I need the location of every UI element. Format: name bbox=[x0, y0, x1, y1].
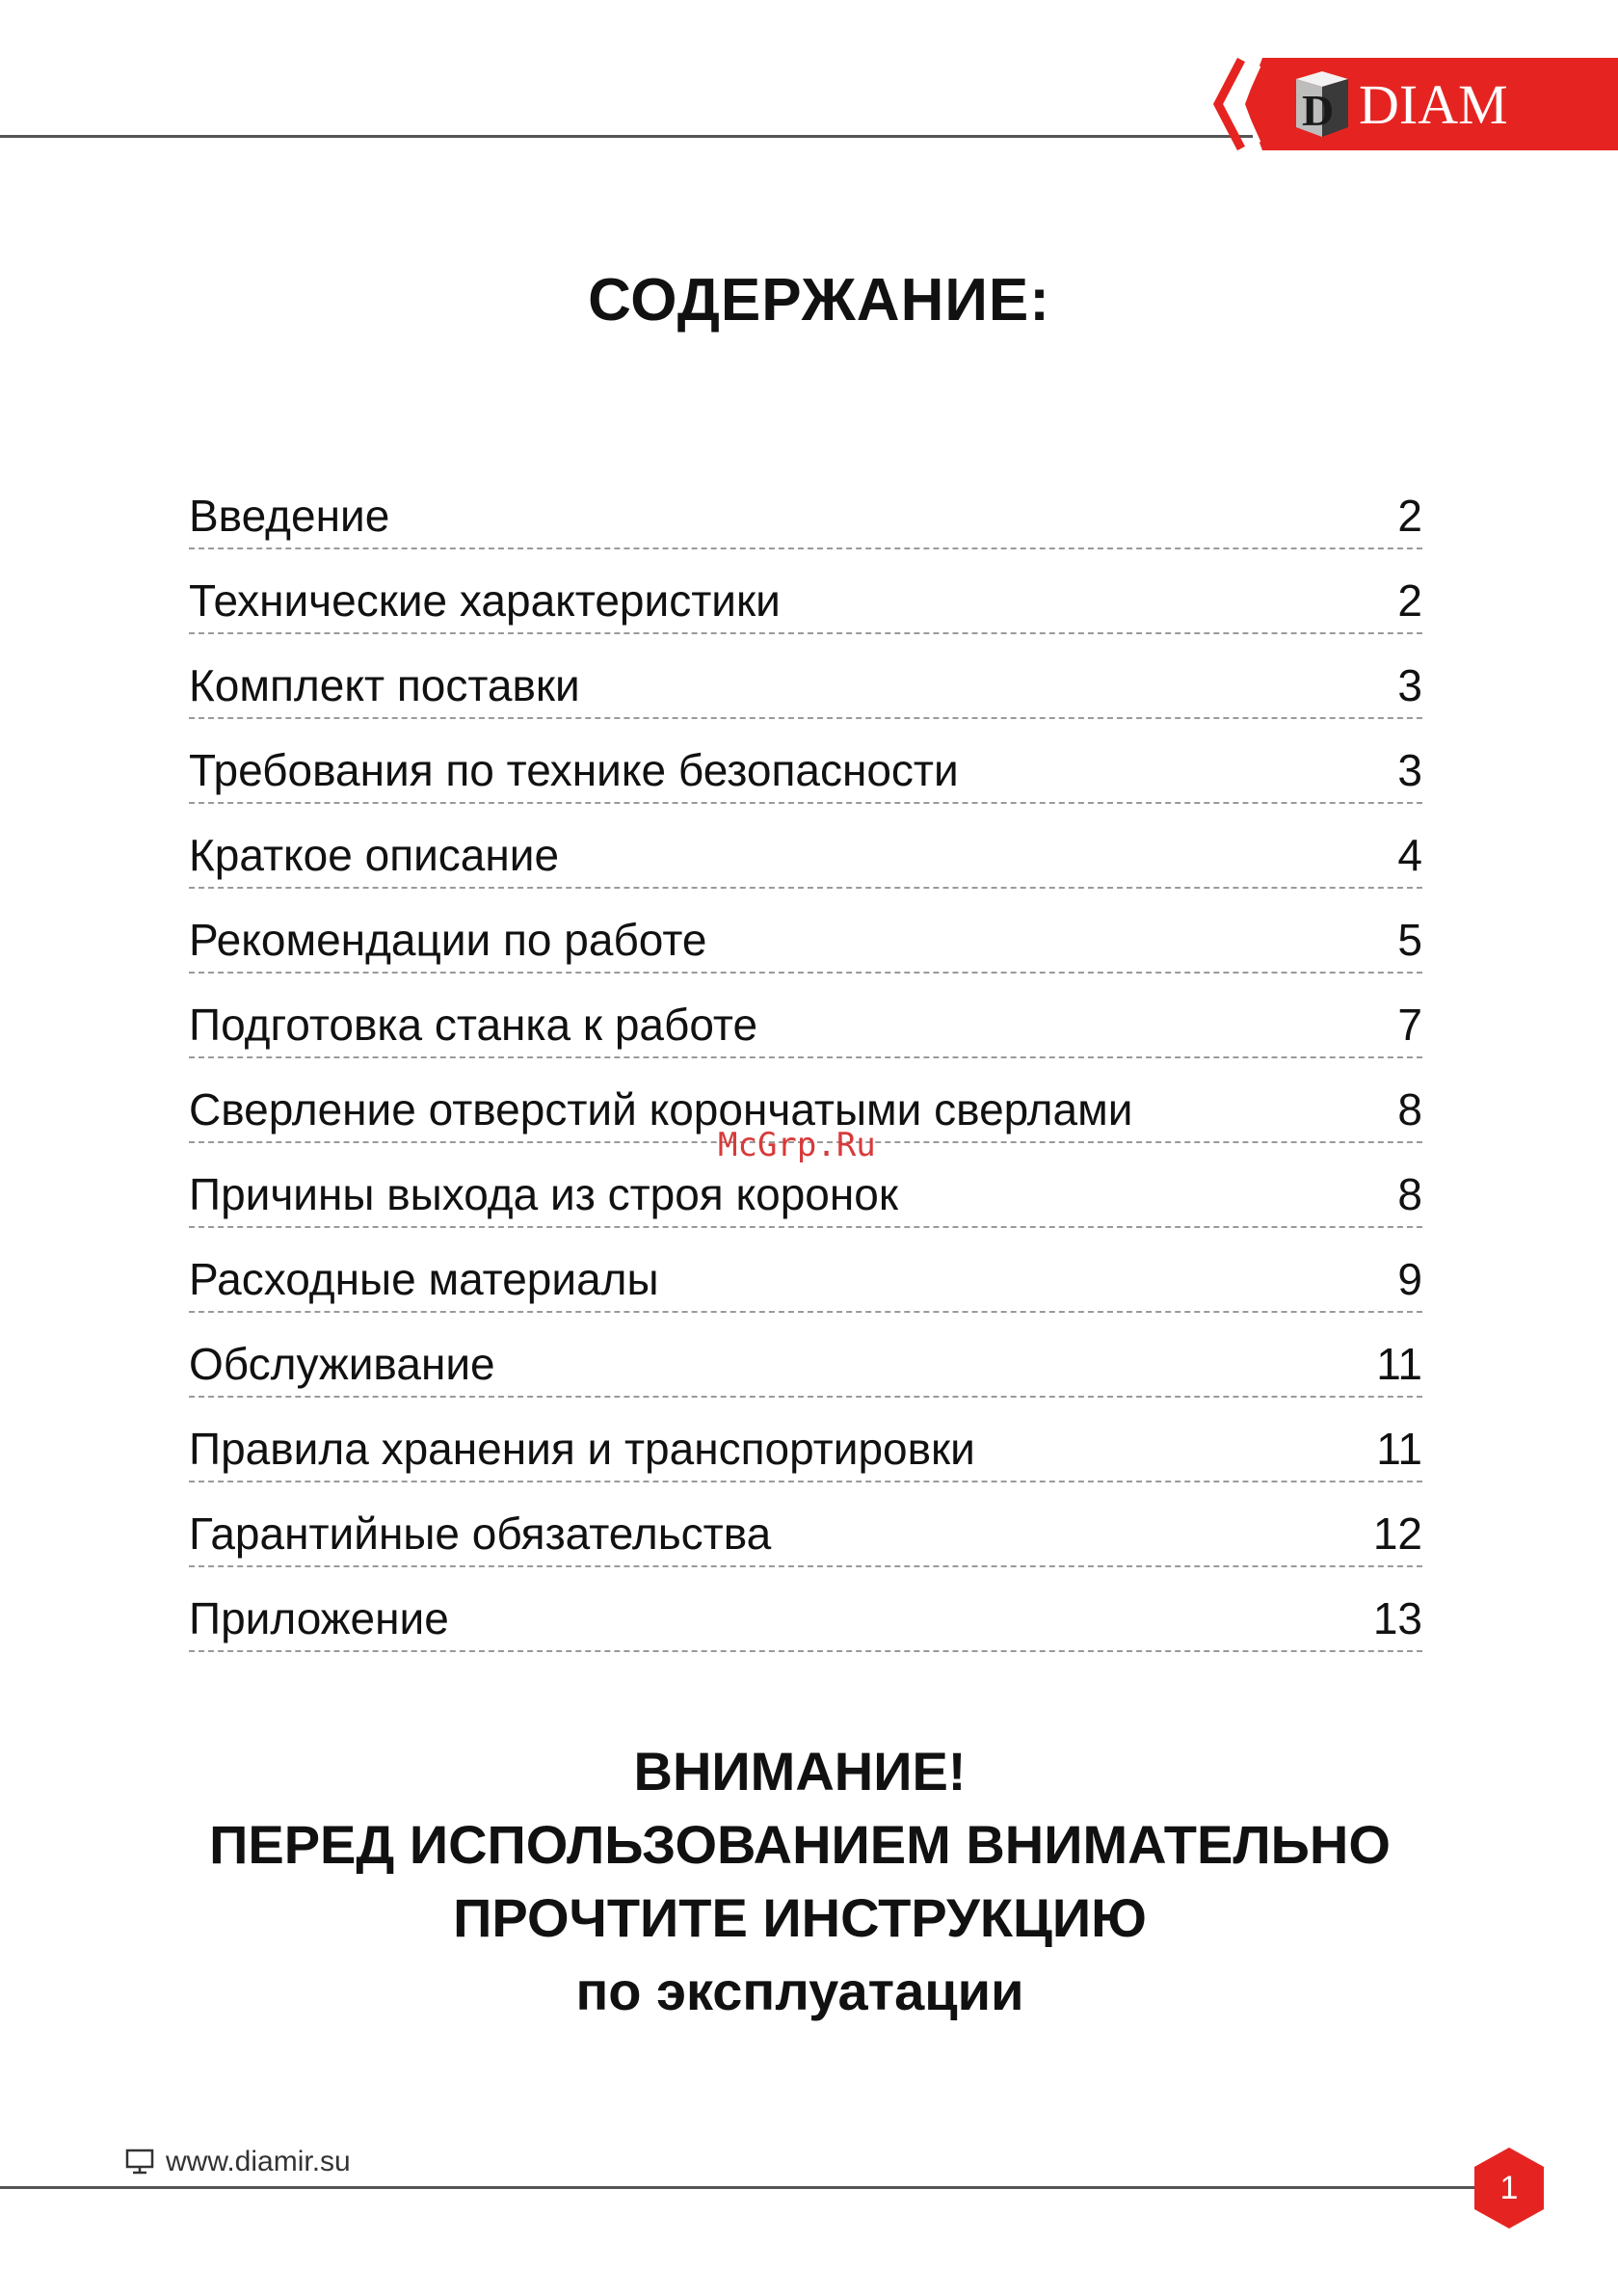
svg-text:D: D bbox=[1302, 86, 1335, 135]
toc-row[interactable] bbox=[189, 549, 1422, 634]
toc-entry-label: Рекомендации по работе bbox=[189, 914, 711, 966]
toc-entry-page: 3 bbox=[1393, 744, 1422, 796]
toc-row[interactable] bbox=[189, 1482, 1422, 1567]
warning-line-3: ПРОЧТИТЕ ИНСТРУКЦИЮ bbox=[453, 1887, 1147, 1948]
page-title: СОДЕРЖАНИЕ: bbox=[588, 267, 1050, 334]
toc-entry-label: Краткое описание bbox=[189, 829, 563, 881]
toc-entry-page: 2 bbox=[1393, 490, 1422, 542]
toc-entry-label: Причины выхода из строя коронок bbox=[189, 1168, 902, 1220]
toc-row[interactable] bbox=[189, 974, 1422, 1058]
toc-entry-label: Приложение bbox=[189, 1592, 453, 1644]
toc-entry-page: 3 bbox=[1393, 659, 1422, 711]
toc-entry-label: Расходные материалы bbox=[189, 1253, 663, 1305]
toc-entry-label: Требования по технике безопасности bbox=[189, 744, 963, 796]
toc-entry-page: 8 bbox=[1393, 1083, 1422, 1135]
toc-row[interactable] bbox=[189, 1313, 1422, 1398]
toc-entry-page: 11 bbox=[1372, 1338, 1422, 1390]
footer-website[interactable] bbox=[125, 2146, 351, 2178]
toc-entry-label: Технические характеристики bbox=[189, 574, 784, 627]
brand-logo bbox=[1205, 56, 1618, 152]
toc-row[interactable] bbox=[189, 634, 1422, 719]
toc-entry-page: 11 bbox=[1372, 1423, 1422, 1475]
toc-row[interactable] bbox=[189, 719, 1422, 804]
logo-chevron-outer bbox=[1218, 60, 1241, 148]
toc-entry-label: Введение bbox=[189, 490, 393, 542]
footer-rule bbox=[0, 2186, 1484, 2189]
toc-entry-page: 9 bbox=[1393, 1253, 1422, 1305]
toc-entry-page: 12 bbox=[1369, 1508, 1422, 1560]
toc-row[interactable] bbox=[189, 1398, 1422, 1482]
warning-line-4: по эксплуатации bbox=[575, 1961, 1024, 2021]
toc-entry-label: Подготовка станка к работе bbox=[189, 999, 761, 1051]
toc-entry-label: Гарантийные обязательства bbox=[189, 1508, 775, 1560]
toc-entry-page: 7 bbox=[1393, 999, 1422, 1051]
toc-entry-page: 4 bbox=[1393, 829, 1422, 881]
toc-row[interactable] bbox=[189, 889, 1422, 974]
toc-entry-page: 8 bbox=[1393, 1168, 1422, 1220]
toc-row[interactable] bbox=[189, 1228, 1422, 1313]
toc-entry-page: 5 bbox=[1393, 914, 1422, 966]
toc-entry-label: Правила хранения и транспортировки bbox=[189, 1423, 979, 1475]
toc-entry-label: Обслуживание bbox=[189, 1338, 499, 1390]
table-of-contents bbox=[189, 465, 1422, 1652]
monitor-icon bbox=[125, 2149, 154, 2176]
watermark: McGrp.Ru bbox=[718, 1126, 876, 1164]
toc-entry-label: Комплект поставки bbox=[189, 659, 584, 711]
toc-row[interactable] bbox=[189, 465, 1422, 549]
logo-cube-icon bbox=[1296, 71, 1348, 137]
toc-entry-label: Сверление отверстий корончатыми сверлами bbox=[189, 1083, 1136, 1135]
website-link[interactable]: www.diamir.su bbox=[166, 2146, 351, 2177]
warning-line-2: ПЕРЕД ИСПОЛЬЗОВАНИЕМ ВНИМАТЕЛЬНО bbox=[209, 1814, 1391, 1875]
warning-block bbox=[0, 1735, 1600, 2028]
header-rule bbox=[0, 135, 1253, 138]
toc-entry-page: 13 bbox=[1369, 1592, 1422, 1644]
warning-line-1: ВНИМАНИЕ! bbox=[633, 1741, 967, 1802]
logo-text: DIAM bbox=[1359, 73, 1508, 136]
toc-row[interactable] bbox=[189, 1567, 1422, 1652]
page-number: 1 bbox=[1499, 2170, 1519, 2206]
toc-row[interactable] bbox=[189, 804, 1422, 889]
toc-entry-page: 2 bbox=[1393, 574, 1422, 627]
